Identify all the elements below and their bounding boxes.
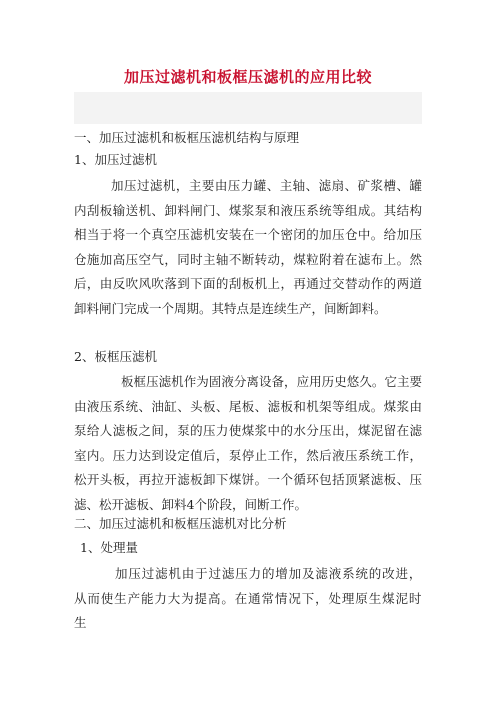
paragraph-throughput: 加压过滤机由于过滤压力的增加及滤液系统的改进，从而使生产能力大为提高。在通常情况下，处理原生煤泥时生 [74, 566, 422, 630]
header-gray-band [74, 92, 422, 124]
subsection-1-1-heading: 1、加压过滤机 [74, 152, 157, 167]
section-2-heading: 二、加压过滤机和板框压滤机对比分析 [74, 516, 287, 531]
paragraph-pressure-filter: 加压过滤机，主要由压力罐、主轴、滤扇、矿浆槽、罐内刮板输送机、卸料闸门、煤浆泵和液压系统等组成。其结构相当于将一个真空压滤机安装在一个密闭的加压仓中。给加压仓施加高压空气，同时主轴不断转动，煤粒附着在滤布上。然后，由反吹风吹落到下面的刮板机上，再通过交替动作的两道卸料闸门完成一个周期。其特点是连续生产，间断卸料。 [74, 178, 422, 316]
subsection-1-2-heading: 2、板框压滤机 [74, 349, 157, 364]
paragraph-plate-frame-filter: 板框压滤机作为固液分离设备，应用历史悠久。它主要由液压系统、油缸、头板、尾板、滤板和机架等组成。煤浆由泵给人滤板之间，泵的压力使煤浆中的水分压出，煤泥留在滤室内。压力达到设定值后，泵停止工作，然后液压系统工作，松开头板，再拉开滤板卸下煤饼。一个循环包括顶紧滤板、压滤、松开滤板、卸料4个阶段，间断工作。 [74, 374, 422, 512]
subsection-2-1-heading: 1、处理量 [80, 540, 138, 555]
section-1-heading: 一、加压过滤机和板框压滤机结构与原理 [74, 130, 300, 145]
document-title: 加压过滤机和板框压滤机的应用比较 [123, 68, 372, 86]
